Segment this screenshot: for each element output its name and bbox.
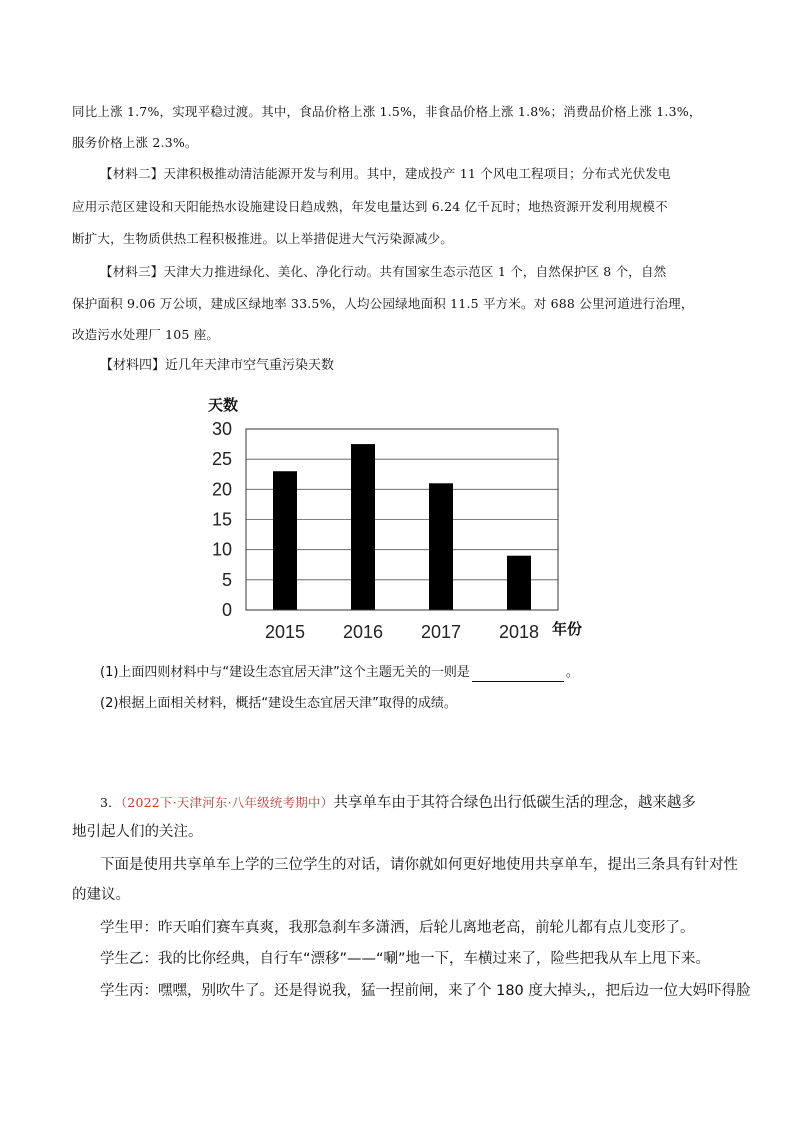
y-tick-label: 30 (211, 419, 232, 439)
material4-heading: 【材料四】近几年天津市空气重污染天数 (100, 358, 335, 373)
bar-2015 (273, 471, 297, 610)
question-1-end: 。 (565, 665, 579, 680)
material1-line2: 服务价格上涨 2.3%。 (72, 135, 198, 150)
x-axis-label: 年份 (552, 621, 583, 638)
question-3-line1 (100, 794, 696, 813)
material3-line2: 保护面积 9.06 万公顷，建成区绿地率 33.5%，人均公园绿地面积 11.5 平方米。对 688 公里河道进行治理， (72, 296, 694, 311)
bar-2018 (507, 556, 531, 610)
question-2: (2)根据上面相关材料，概括“建设生态宜居天津”取得的成绩。 (100, 696, 457, 711)
bar-2017 (429, 483, 453, 610)
y-tick-label: 25 (211, 449, 232, 470)
material3-line1: 【材料三】天津大力推进绿化、美化、净化行动。共有国家生态示范区 1 个，自然保护区 8 个，自然 (100, 264, 667, 279)
material3-line3: 改造污水处理厂 105 座。 (72, 327, 220, 342)
material2-line3: 断扩大，生物质供热工程积极推进。以上举措促进大气污染源减少。 (72, 231, 454, 246)
question-3-line4: 的建议。 (72, 887, 130, 903)
x-tick-label: 2017 (420, 622, 462, 642)
pollution-days-chart (200, 392, 600, 648)
question-3-intro: 共享单车由于其符合绿色出行低碳生活的理念，越来越多 (333, 795, 696, 811)
y-tick-label: 15 (211, 509, 232, 530)
dialogue-student-b: 学生乙：我的比你经典，自行车“漂移”——“唰”地一下，车横过来了，险些把我从车上甩下来。 (100, 951, 711, 967)
dialogue-student-c: 学生丙：嘿嘿，别吹牛了。还是得说我，猛一捏前闸，来了个 180 度大掉头,，把后边一位大妈吓得脸 (100, 983, 751, 999)
x-tick-label: 2018 (498, 622, 540, 642)
question-1 (100, 664, 579, 682)
y-tick-label: 10 (211, 539, 232, 560)
answer-blank (472, 667, 564, 682)
material2-line2: 应用示范区建设和天阳能热水设施建设日趋成熟，年发电量达到 6.24 亿千瓦时；地热资源开发利用规模不 (72, 199, 668, 214)
material2-line1: 【材料二】天津积极推动清洁能源开发与利用。其中，建成投产 11 个风电工程项目；分布式光伏发电 (100, 166, 671, 181)
y-tick-labels (212, 419, 232, 620)
x-tick-labels (265, 622, 539, 642)
question-3-number: 3． (100, 795, 121, 810)
y-axis-label: 天数 (208, 397, 239, 414)
material1-line1: 同比上涨 1.7%，实现平稳过渡。其中，食品价格上涨 1.5%，非食品价格上涨 1.8%；消费品价格上涨 1.3%， (72, 104, 702, 119)
question-3-source: （2022下·天津河东·八年级统考期中） (120, 795, 334, 810)
y-tick-label: 0 (221, 600, 232, 620)
x-tick-label: 2015 (264, 622, 306, 642)
question-1-text: (1)上面四则材料中与“建设生态宜居天津”这个主题无关的一则是 (100, 665, 470, 680)
question-3-line2: 地引起人们的关注。 (72, 824, 203, 840)
question-3-line3: 下面是使用共享单车上学的三位学生的对话，请你就如何更好地使用共享单车，提出三条具有针对性 (100, 857, 738, 873)
y-tick-label: 5 (221, 569, 232, 590)
bar-2016 (351, 444, 375, 610)
bars (273, 444, 531, 610)
dialogue-student-a: 学生甲：昨天咱们赛车真爽，我那急刹车多潇洒，后轮儿离地老高，前轮儿都有点儿变形了。 (100, 920, 695, 936)
x-tick-label: 2016 (342, 622, 384, 642)
y-tick-label: 20 (211, 479, 232, 500)
